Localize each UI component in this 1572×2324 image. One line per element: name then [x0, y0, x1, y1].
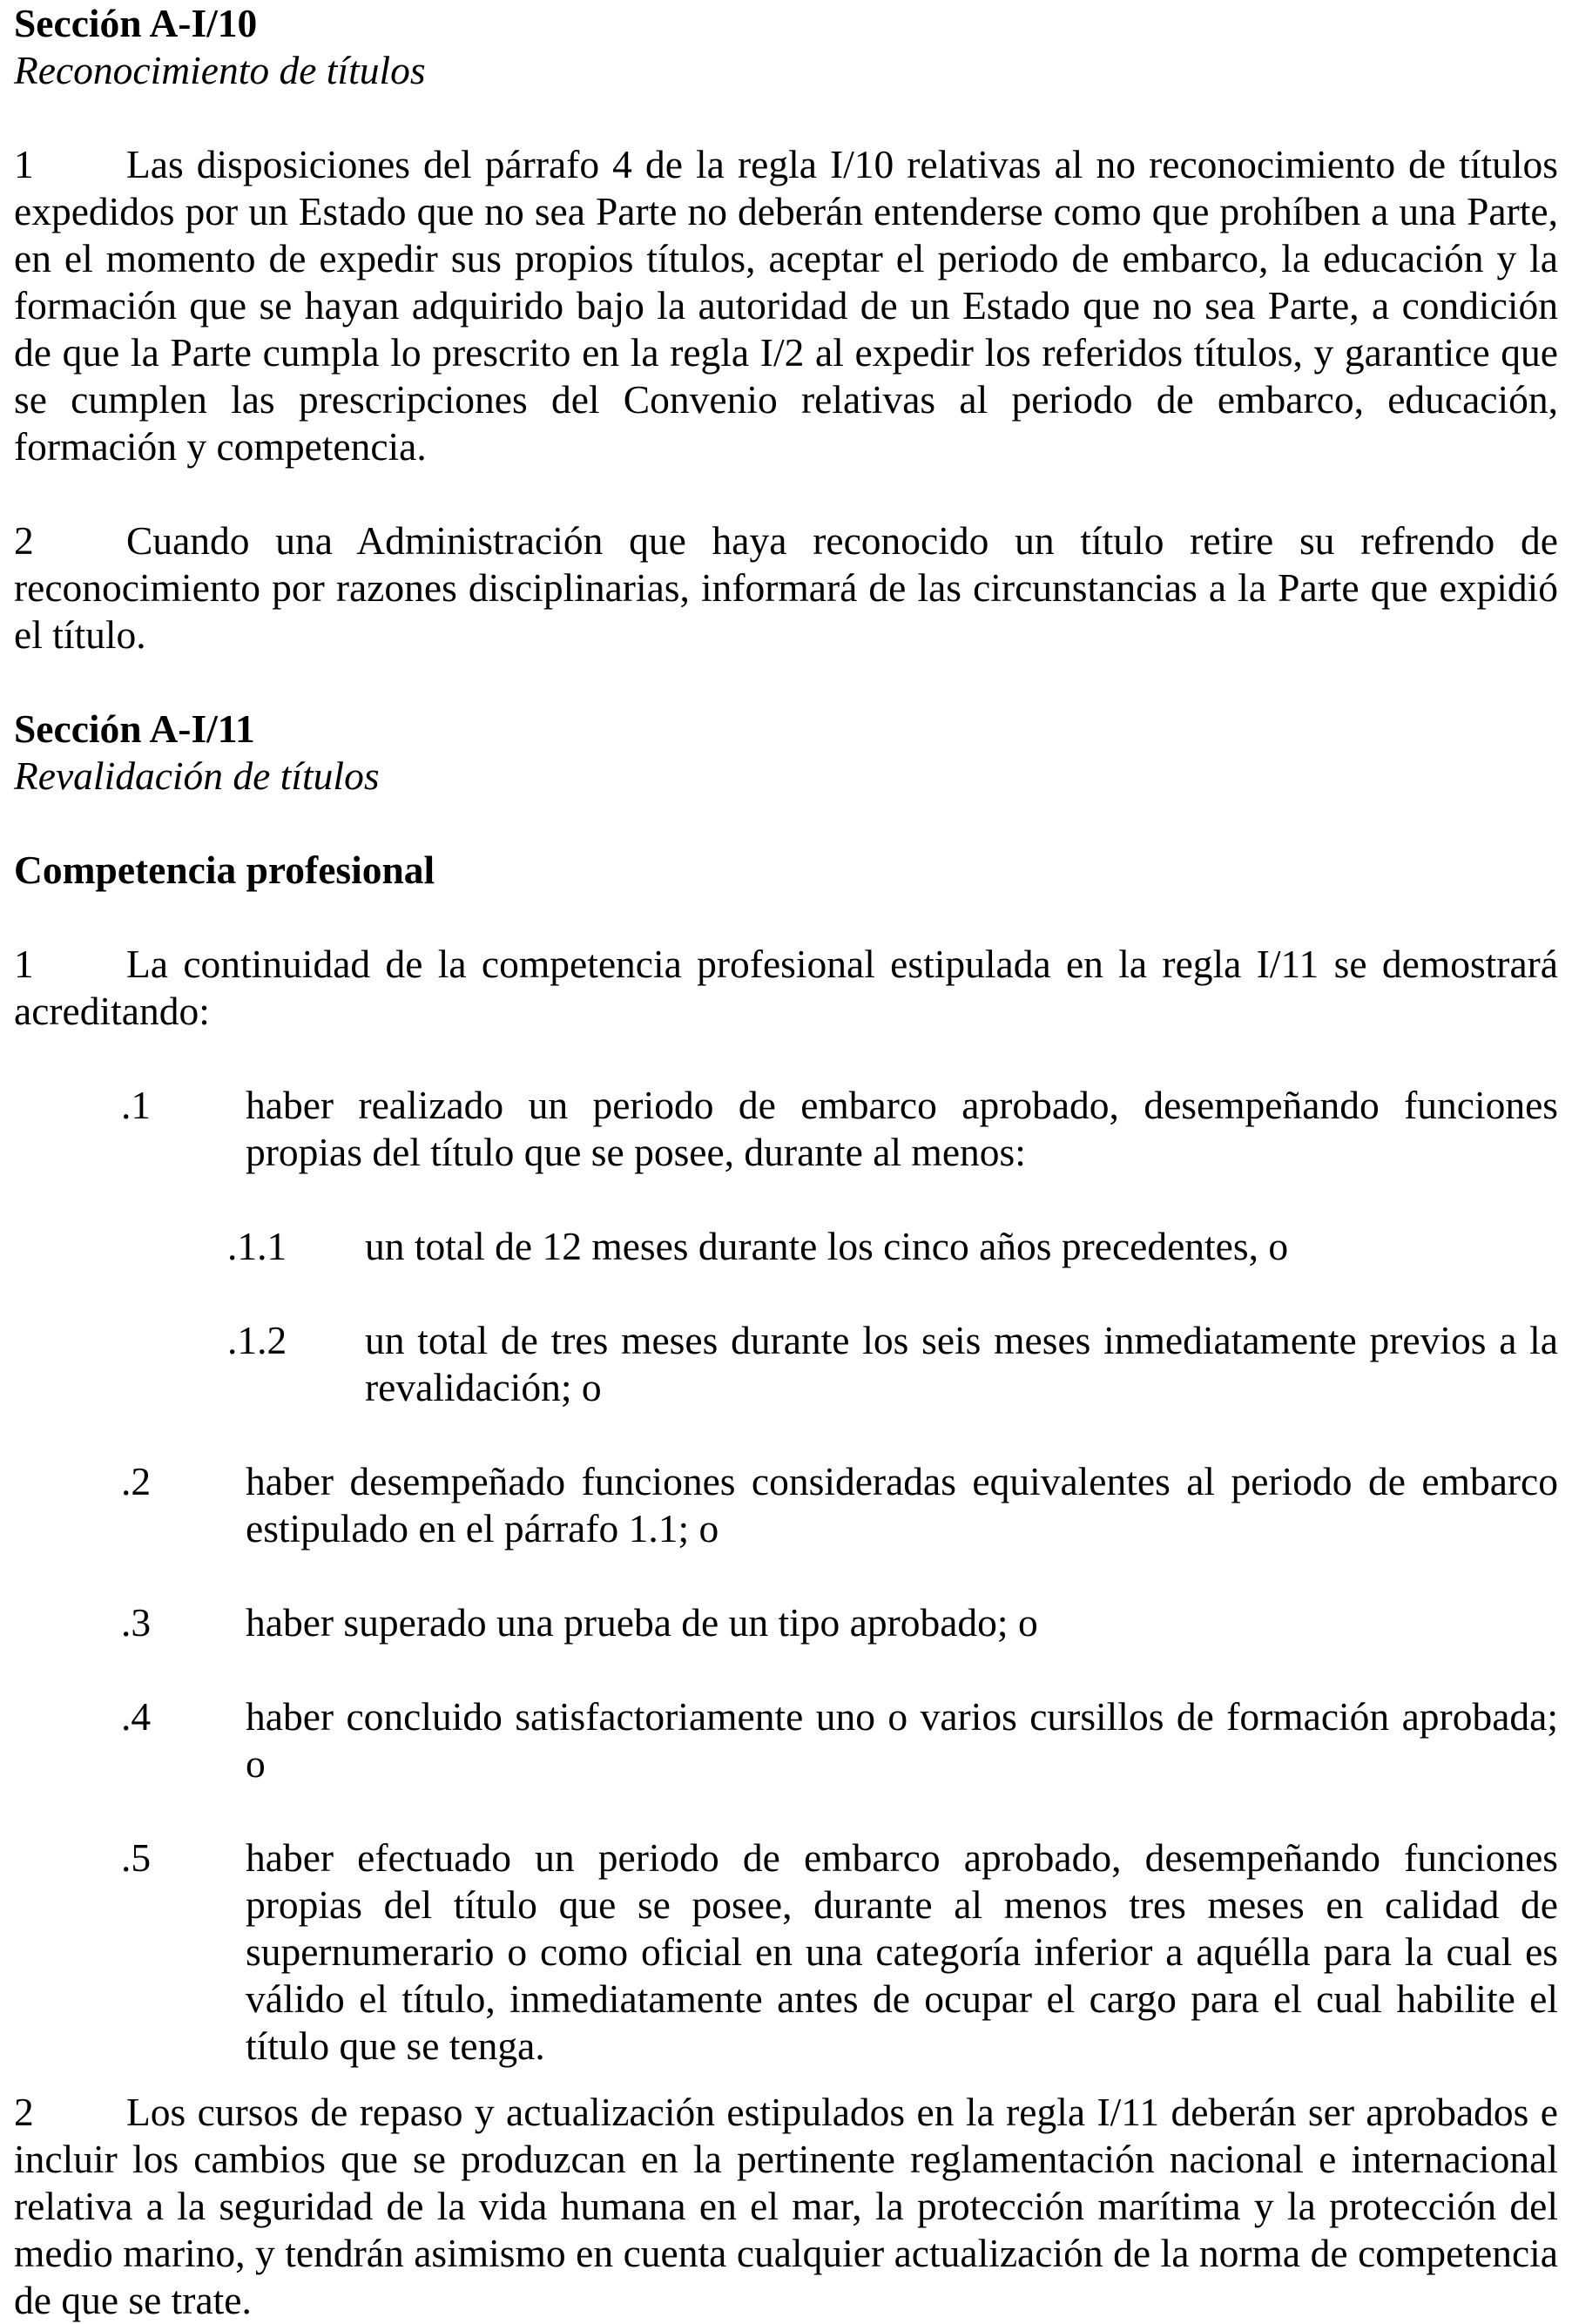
list-item-text: haber desempeñado funciones consideradas equivalentes al periodo de embarco estipulado en el párrafo 1.1; o — [246, 1459, 1558, 1550]
paragraph-number: 1 — [14, 142, 34, 186]
list-item-marker: .1.1 — [227, 1224, 287, 1268]
list-item-marker: .2 — [121, 1459, 152, 1503]
list-item-text: un total de tres meses durante los seis meses inmediatamente previos a la revalidación; o — [365, 1318, 1558, 1409]
list-item-4 — [14, 1693, 1558, 1787]
section-heading-a-i-10: Sección A-I/10 — [14, 1, 258, 45]
list-item-text: haber concluido satisfactoriamente uno o varios cursillos de formación aprobada; o — [246, 1694, 1558, 1786]
list-item-text: haber realizado un periodo de embarco aprobado, desempeñando funciones propias del título que se posee, durante al menos: — [246, 1083, 1558, 1174]
list-item-marker: .5 — [121, 1835, 152, 1880]
paragraph-number: 2 — [14, 2090, 34, 2134]
paragraph-a-i-11-2 — [14, 2089, 1558, 2324]
list-item-text: haber superado una prueba de un tipo aprobado; o — [246, 1600, 1038, 1645]
paragraph-a-i-10-1 — [14, 141, 1558, 470]
paragraph-a-i-10-2 — [14, 517, 1558, 659]
list-subitem-1-1 — [14, 1223, 1558, 1270]
subheading-competencia: Competencia profesional — [14, 848, 435, 892]
section-subtitle-a-i-10: Reconocimiento de títulos — [14, 48, 426, 92]
list-item-marker: .3 — [121, 1600, 152, 1645]
list-item-text: haber efectuado un periodo de embarco aprobado, desempeñando funciones propias del título que se posee, durante al menos tres meses en calidad de supernumerario o como oficial en una categoría inferior a aquélla para la cual es válido el título, inmediatamente antes de ocupar el cargo para el cual habilite el título que se tenga. — [246, 1835, 1558, 2068]
list-item-text: un total de 12 meses durante los cinco años precedentes, o — [365, 1224, 1289, 1268]
paragraph-text: Las disposiciones del párrafo 4 de la regla I/10 relativas al no reconocimiento de títulos expedidos por un Estado que no sea Parte no deberán entenderse como que prohíben a una Parte, en el momento de expedir sus propios títulos, aceptar el periodo de embarco, la educación y la formación que se hayan adquirido bajo la autoridad de un Estado que no sea Parte, a condición de que la Parte cumpla lo prescrito en la regla I/2 al expedir los referidos títulos, y garantice que se cumplen las prescripciones del Convenio relativas al periodo de embarco, educación, formación y competencia. — [14, 142, 1558, 469]
section-subtitle-a-i-11: Revalidación de títulos — [14, 753, 380, 798]
list-subitem-1-2 — [14, 1317, 1558, 1411]
paragraph-a-i-11-1 — [14, 941, 1558, 1035]
paragraph-number: 2 — [14, 518, 34, 563]
list-item-marker: .1 — [121, 1083, 152, 1127]
list-item-marker: .1.2 — [227, 1318, 287, 1362]
list-item-2 — [14, 1458, 1558, 1552]
list-item-5 — [14, 1834, 1558, 2070]
paragraph-text: Los cursos de repaso y actualización estipulados en la regla I/11 deberán ser aprobados e incluir los cambios que se produzcan en la pertinente reglamentación nacional e internacional relativa a la seguridad de la vida humana en el mar, la protección marítima y la protección del medio marino, y tendrán asimismo en cuenta cualquier actualización de la norma de competencia de que se trate. — [14, 2090, 1558, 2322]
paragraph-text: La continuidad de la competencia profesional estipulada en la regla I/11 se demostrará acreditando: — [14, 942, 1558, 1033]
section-heading-a-i-11: Sección A-I/11 — [14, 706, 255, 751]
list-item-1 — [14, 1082, 1558, 1176]
list-item-3 — [14, 1599, 1558, 1646]
paragraph-number: 1 — [14, 942, 34, 986]
list-item-marker: .4 — [121, 1694, 152, 1739]
paragraph-text: Cuando una Administración que haya reconocido un título retire su refrendo de reconocimiento por razones disciplinarias, informará de las circunstancias a la Parte que expidió el título. — [14, 518, 1558, 657]
